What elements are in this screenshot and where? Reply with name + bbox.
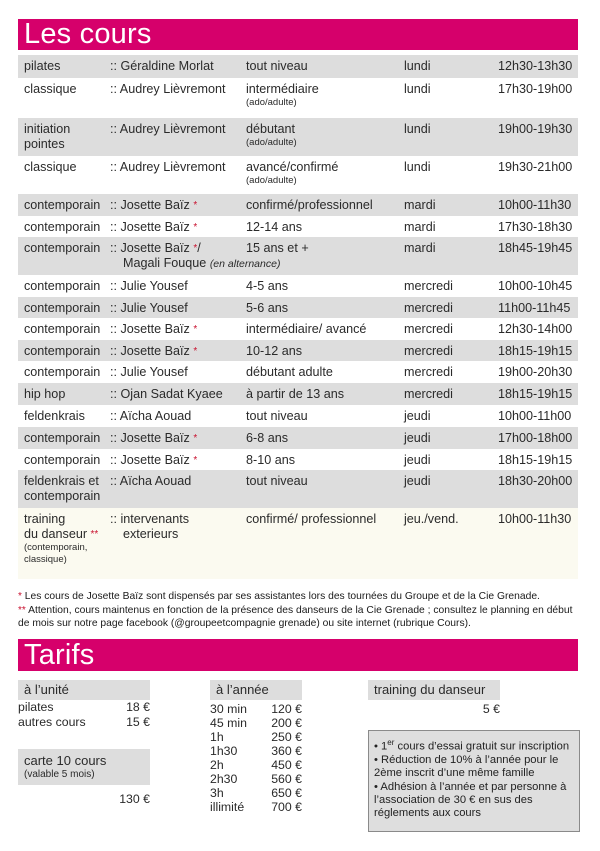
course-discipline [24, 122, 112, 152]
teacher-name: :: Aïcha Aouad [110, 409, 192, 423]
time-text: 19h30-21h00 [498, 160, 573, 174]
course-teacher: :: Josette Baïz */ Magali Fouque (en alternance) [110, 241, 281, 270]
schedule-row [18, 55, 578, 78]
course-day [404, 301, 453, 316]
schedule-row [18, 297, 578, 318]
course-day [404, 82, 431, 97]
price-value: 450 € [271, 758, 302, 772]
level-subtext: (ado/adulte) [246, 175, 297, 186]
course-day [404, 59, 431, 74]
time-text: 18h45-19h45 [498, 241, 573, 255]
time-text: 17h30-19h00 [498, 82, 573, 96]
course-discipline [24, 279, 112, 294]
course-day [404, 365, 453, 380]
course-time [498, 82, 572, 97]
time-text: 17h30-18h30 [498, 220, 573, 234]
discipline-text: contemporain [24, 279, 101, 293]
course-level [246, 59, 406, 74]
footnote-mark: * [193, 324, 198, 335]
level-text: débutant adulte [246, 365, 333, 379]
price-line [18, 700, 150, 715]
course-teacher [110, 279, 244, 294]
price-label: illimité [210, 800, 245, 814]
course-teacher [110, 431, 244, 446]
level-text: 10-12 ans [246, 344, 303, 358]
course-time [498, 122, 572, 137]
course-teacher [110, 122, 244, 137]
course-level [246, 301, 406, 316]
course-time [498, 365, 572, 380]
time-text: 19h00-19h30 [498, 122, 573, 136]
teacher-name: :: Josette Baïz [110, 431, 190, 445]
time-text: 18h30-20h00 [498, 474, 573, 488]
price-value: 360 € [271, 744, 302, 758]
time-text: 17h00-18h00 [498, 431, 573, 445]
level-text: intermédiaire/ avancé [246, 322, 367, 336]
course-day [404, 474, 431, 489]
course-teacher [110, 365, 244, 380]
footnote-2 [18, 604, 583, 631]
day-text: mardi [404, 198, 436, 212]
discipline-text: pilates [24, 59, 61, 73]
course-teacher [110, 344, 244, 359]
footnote-mark: * [193, 433, 198, 444]
info-box [368, 730, 580, 832]
course-time [498, 279, 572, 294]
discipline-text: classique [24, 160, 77, 174]
course-time [498, 344, 572, 359]
time-text: 19h00-20h30 [498, 365, 573, 379]
price-value: 560 € [271, 772, 302, 786]
course-time [498, 301, 570, 316]
discipline-text: contemporain [24, 322, 101, 336]
course-discipline [24, 512, 112, 566]
course-day [404, 431, 431, 446]
course-level [246, 344, 406, 359]
time-text: 11h00-11h45 [498, 301, 571, 315]
course-discipline [24, 82, 112, 97]
price-line [210, 702, 302, 716]
teacher-name: :: Aïcha Aouad [110, 474, 192, 488]
day-text: mercredi [404, 279, 453, 293]
course-day [404, 160, 431, 175]
teacher-name: :: Ojan Sadat Kyaee [110, 387, 223, 401]
discipline-text: contemporain [24, 220, 101, 234]
price-line [210, 800, 302, 814]
level-subtext: (ado/adulte) [246, 137, 297, 148]
price-block-carte [18, 749, 150, 807]
discipline-text: contemporain [24, 453, 101, 467]
course-level [246, 387, 406, 402]
day-text: jeudi [404, 453, 431, 467]
course-teacher [110, 160, 244, 175]
level-text: 15 ans et + [246, 241, 309, 255]
day-text: mercredi [404, 344, 453, 358]
price-label: 2h30 [210, 772, 238, 786]
discipline-text: contemporain [24, 198, 101, 212]
discipline-text: contemporain [24, 241, 101, 255]
teacher-name: :: Géraldine Morlat [110, 59, 214, 73]
price-label: 30 min [210, 702, 247, 716]
schedule-row [18, 78, 578, 118]
section-title-tarifs: Tarifs [18, 639, 578, 671]
discipline-text: training [24, 512, 66, 526]
day-text: mardi [404, 241, 436, 255]
schedule-row [18, 118, 578, 156]
course-level [246, 82, 406, 109]
course-level [246, 279, 406, 294]
level-text: 12-14 ans [246, 220, 303, 234]
course-day [404, 220, 436, 235]
teacher-name: :: Julie Yousef [110, 279, 188, 293]
day-text: mercredi [404, 365, 453, 379]
schedule-row [18, 237, 578, 275]
price-line [210, 730, 302, 744]
time-text: 10h00-11h00 [498, 409, 572, 423]
teacher-note: (en alternance) [209, 258, 281, 270]
schedule-row [18, 340, 578, 361]
course-teacher [110, 322, 244, 337]
course-level [246, 365, 406, 380]
course-day [404, 198, 436, 213]
carte-heading: carte 10 cours [24, 753, 107, 768]
course-level [246, 512, 406, 527]
price-value: 700 € [271, 800, 302, 814]
price-line [210, 786, 302, 800]
footnotes [18, 590, 583, 631]
price-block-training [368, 680, 500, 717]
course-time [498, 409, 571, 424]
level-text: 6-8 ans [246, 431, 289, 445]
course-time [498, 241, 572, 256]
discipline-text: classique [24, 82, 77, 96]
footnote-mark: * [193, 346, 198, 357]
day-text: mercredi [404, 301, 453, 315]
course-time [498, 512, 571, 527]
price-line [368, 702, 500, 717]
course-day [404, 122, 431, 137]
schedule-row [18, 383, 578, 405]
course-teacher [110, 82, 244, 97]
teacher-name: :: Josette Baïz [110, 198, 190, 212]
time-text: 18h15-19h15 [498, 387, 573, 401]
course-discipline [24, 301, 112, 316]
course-discipline [24, 431, 112, 446]
course-teacher [110, 512, 244, 542]
schedule-row [18, 361, 578, 383]
schedule-row [18, 318, 578, 340]
course-discipline [24, 387, 112, 402]
course-discipline [24, 409, 112, 424]
price-value: 200 € [271, 716, 302, 730]
price-label: 1h [210, 730, 224, 744]
day-text: jeu./vend. [404, 512, 459, 526]
discipline-text: contemporain [24, 431, 101, 445]
footnote-2-text: Attention, cours maintenus en fonction de la présence des danseurs de la Cie Grenade ; consultez le planning en début de mois sur notre page facebook (@groupeetcompagnie grenade) ou site internet (rubrique Cours). [18, 604, 573, 629]
course-time [498, 160, 572, 175]
course-time [498, 387, 572, 402]
time-text: 12h30-14h00 [498, 322, 573, 336]
course-day [404, 453, 431, 468]
price-label: pilates [18, 700, 54, 714]
level-text: 4-5 ans [246, 279, 289, 293]
course-time [498, 198, 571, 213]
course-teacher [110, 301, 244, 316]
price-line [210, 772, 302, 786]
discipline-text: hip hop [24, 387, 66, 401]
info-line-2: • Réduction de 10% à l’année pour le 2ème inscrit d’une même famille [374, 754, 559, 780]
info-line-3: • Adhésion à l’année et par personne à l’association de 30 € en sus des réglements aux cours [374, 780, 567, 820]
schedule-row [18, 156, 578, 194]
course-teacher [110, 453, 244, 468]
day-text: lundi [404, 59, 431, 73]
price-label: 2h [210, 758, 224, 772]
course-discipline [24, 453, 112, 468]
course-level [246, 160, 406, 187]
course-time [498, 453, 572, 468]
teacher-name: :: Audrey Lièvremont [110, 122, 226, 136]
schedule-table [18, 55, 578, 579]
level-text: tout niveau [246, 474, 308, 488]
footnote-double-star-mark: ** [18, 604, 26, 616]
discipline-text-line2: du danseur [24, 527, 88, 541]
course-discipline [24, 322, 112, 337]
course-time [498, 322, 572, 337]
course-teacher [110, 474, 244, 489]
time-text: 12h30-13h30 [498, 59, 573, 73]
day-text: lundi [404, 82, 431, 96]
teacher-name: :: Julie Yousef [110, 301, 188, 315]
course-teacher [110, 409, 244, 424]
schedule-row [18, 194, 578, 216]
price-label: 3h [210, 786, 224, 800]
level-text: confirmé/ professionnel [246, 512, 377, 526]
schedule-row [18, 449, 578, 470]
teacher-name: :: Audrey Lièvremont [110, 82, 226, 96]
time-text: 18h15-19h15 [498, 453, 573, 467]
course-time [498, 431, 572, 446]
schedule-row [18, 216, 578, 237]
price-block-heading: à l’unité [18, 680, 150, 700]
schedule-row [18, 275, 578, 297]
price-value: 130 € [119, 792, 150, 806]
course-discipline [24, 160, 112, 175]
time-text: 18h15-19h15 [498, 344, 573, 358]
teacher-name: :: Josette Baïz [110, 220, 190, 234]
price-block-heading [18, 749, 150, 785]
price-value: 120 € [271, 702, 302, 716]
course-time [498, 474, 572, 489]
level-text: 5-6 ans [246, 301, 289, 315]
level-subtext: (ado/adulte) [246, 97, 297, 108]
course-discipline [24, 59, 112, 74]
course-level [246, 220, 406, 235]
course-discipline [24, 241, 112, 256]
course-day [404, 279, 453, 294]
teacher-name: :: Josette Baïz [110, 344, 190, 358]
course-day [404, 344, 453, 359]
teacher-name: :: intervenants [110, 512, 190, 526]
course-teacher [110, 198, 244, 213]
level-text: à partir de 13 ans [246, 387, 345, 401]
level-text: débutant [246, 122, 296, 136]
carte-subheading: (valable 5 mois) [24, 769, 95, 780]
course-teacher [110, 387, 244, 402]
discipline-text: contemporain [24, 301, 101, 315]
section-title-cours: Les cours [18, 19, 578, 50]
price-label: 45 min [210, 716, 247, 730]
price-block-unite [18, 680, 150, 730]
course-teacher [110, 59, 244, 74]
footnote-1-text: Les cours de Josette Baïz sont dispensés par ses assistantes lors des tournées du Groupe et de la Cie Grenade. [21, 591, 540, 602]
day-text: mercredi [404, 387, 453, 401]
day-text: lundi [404, 122, 431, 136]
course-level [246, 474, 406, 489]
price-block-heading: training du danseur [368, 680, 500, 700]
course-time [498, 220, 572, 235]
price-label: 1h30 [210, 744, 238, 758]
discipline-text: feldenkrais et contemporain [24, 474, 101, 503]
course-level [246, 322, 406, 337]
discipline-subtext: (contemporain, classique) [24, 542, 88, 565]
price-value: 5 € [482, 702, 500, 716]
discipline-text: contemporain [24, 365, 101, 379]
course-level [246, 198, 406, 213]
day-text: lundi [404, 160, 431, 174]
course-day [404, 409, 431, 424]
teacher-name: :: Audrey Lièvremont [110, 160, 226, 174]
price-value: 650 € [271, 786, 302, 800]
info-line-1: • 1er cours d’essai gratuit sur inscription [374, 738, 570, 753]
day-text: jeudi [404, 409, 431, 423]
course-day [404, 241, 436, 256]
level-text: tout niveau [246, 59, 308, 73]
annee-price-list [210, 702, 302, 814]
course-discipline [24, 365, 112, 380]
level-text: 8-10 ans [246, 453, 296, 467]
course-day [404, 322, 453, 337]
course-level [246, 241, 406, 256]
course-day [404, 387, 453, 402]
course-level [246, 431, 406, 446]
level-text: tout niveau [246, 409, 308, 423]
course-discipline [24, 344, 112, 359]
price-value: 15 € [126, 715, 150, 729]
course-teacher [110, 220, 244, 235]
course-level [246, 453, 406, 468]
footnote-star-mark: * [18, 591, 22, 602]
footnote-mark: * [193, 222, 198, 233]
day-text: jeudi [404, 474, 431, 488]
price-value: 250 € [271, 730, 302, 744]
time-text: 10h00-11h30 [498, 198, 572, 212]
price-line [18, 715, 150, 730]
schedule-row [18, 470, 578, 508]
course-discipline [24, 220, 112, 235]
day-text: jeudi [404, 431, 431, 445]
course-day [404, 512, 459, 527]
level-text: intermédiaire [246, 82, 319, 96]
day-text: mardi [404, 220, 436, 234]
discipline-text: feldenkrais [24, 409, 85, 423]
time-text: 10h00-11h30 [498, 512, 572, 526]
price-line [210, 744, 302, 758]
day-text: mercredi [404, 322, 453, 336]
schedule-row [18, 405, 578, 427]
price-line [210, 758, 302, 772]
course-discipline [24, 474, 112, 504]
price-label: autres cours [18, 715, 86, 729]
price-block-heading: à l’année [210, 680, 302, 700]
price-line [18, 792, 150, 807]
teacher-name-line2: exterieurs [123, 527, 179, 541]
time-text: 10h00-10h45 [498, 279, 573, 293]
course-time [498, 59, 572, 74]
schedule-row [18, 508, 578, 579]
price-block-annee [210, 680, 302, 814]
footnote-mark: * [193, 200, 198, 211]
footnote-mark: * [193, 243, 198, 254]
discipline-text: initiation pointes [24, 122, 71, 151]
discipline-text: contemporain [24, 344, 101, 358]
footnote-1 [18, 590, 583, 604]
level-text: avancé/confirmé [246, 160, 339, 174]
footnote-mark: ** [90, 529, 99, 540]
teacher-name: :: Josette Baïz [110, 322, 190, 336]
teacher-name: :: Josette Baïz [110, 453, 190, 467]
course-level [246, 122, 406, 149]
footnote-mark: * [193, 455, 198, 466]
price-line [210, 716, 302, 730]
course-discipline [24, 198, 112, 213]
teacher-name: :: Josette Baïz [110, 241, 190, 255]
course-level [246, 409, 406, 424]
teacher-name: :: Julie Yousef [110, 365, 188, 379]
schedule-row [18, 427, 578, 449]
level-text: confirmé/professionnel [246, 198, 373, 212]
price-value: 18 € [126, 700, 150, 714]
teacher-name-line2: Magali Fouque [123, 256, 207, 270]
